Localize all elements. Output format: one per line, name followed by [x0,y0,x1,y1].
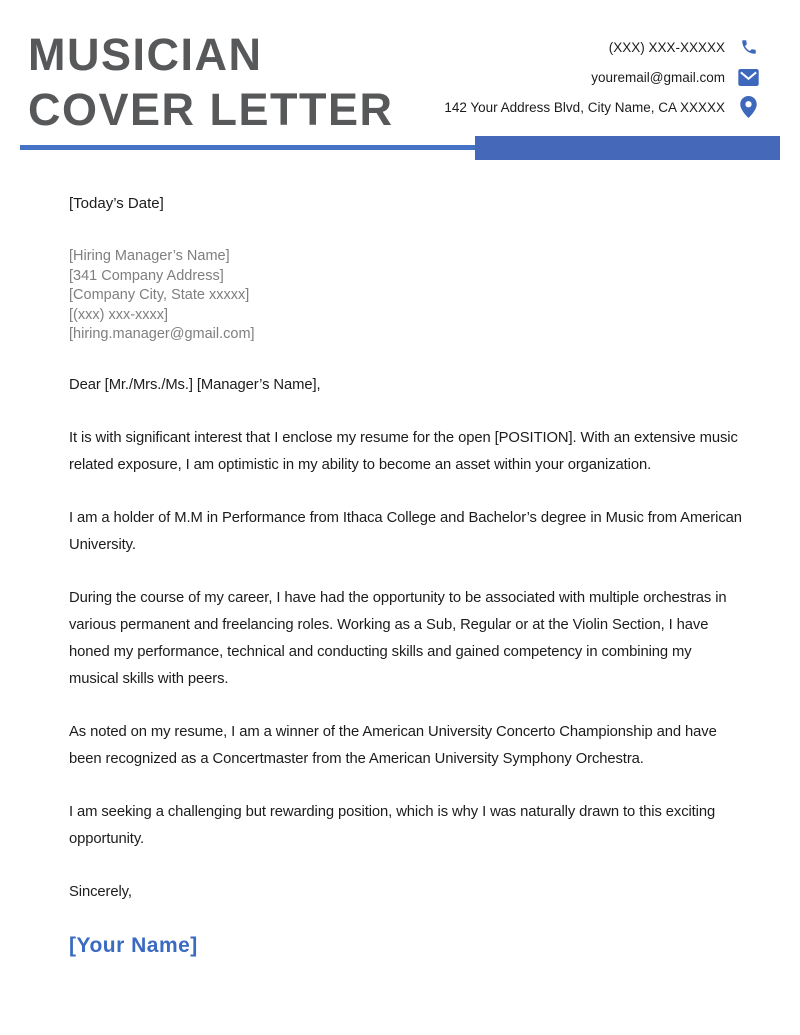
paragraph-education: I am a holder of M.M in Performance from Ithaca College and Bachelor’s degree in Music from American University. [69,509,742,553]
email-address: youremail@gmail.com [591,69,725,85]
paragraph-motivation: I am seeking a challenging but rewarding position, which is why I was naturally drawn to this exciting opportunity. [69,803,716,847]
recipient-phone: [(xxx) xxx-xxxx] [69,306,169,323]
contact-block [444,32,759,122]
envelope-icon [738,66,759,88]
contact-email-row [444,62,759,92]
page-title [28,27,394,137]
divider-line [20,145,475,150]
phone-icon [738,36,759,58]
contact-phone-row [444,32,759,62]
paragraph-intro: It is with significant interest that I enclose my resume for the open [POSITION]. With an extensive music related exposure, I am optimistic in my ability to become an asset within your organization. [69,429,738,473]
salutation: Dear [Mr./Mrs./Ms.] [Manager’s Name], [69,376,321,393]
phone-number: (XXX) XXX-XXXXX [608,39,725,55]
letterhead [0,0,800,160]
letter-body [0,193,800,958]
paragraph-experience: During the course of my career, I have had the opportunity to be associated with multiple orchestras in various permanent and freelancing roles. Working as a Sub, Regular or at the Violin Section, I have honed my performance, technical and conducting skills and gained competency in combining my musical skills with peers. [69,589,727,687]
recipient-city-state: [Company City, State xxxxx] [69,287,250,303]
closing: Sincerely, [69,883,132,900]
divider-bar [475,136,780,160]
recipient-block [69,247,742,345]
recipient-company-address: [341 Company Address] [69,267,224,284]
location-pin-icon [738,96,759,118]
page-title-line2: COVER LETTER [28,84,394,135]
paragraph-achievements: As noted on my resume, I am a winner of the American University Concerto Championship and have been recognized as a Concertmaster from the American University Symphony Orchestra. [69,723,717,767]
signature-placeholder: [Your Name] [69,933,198,957]
recipient-name: [Hiring Manager’s Name] [69,248,230,264]
street-address: 142 Your Address Blvd, City Name, CA XXXXX [444,99,725,115]
contact-address-row [444,92,759,122]
recipient-email: [hiring.manager@gmail.com] [69,326,255,342]
date-placeholder: [Today’s Date] [69,195,164,212]
page-title-line1: MUSICIAN [28,29,263,80]
